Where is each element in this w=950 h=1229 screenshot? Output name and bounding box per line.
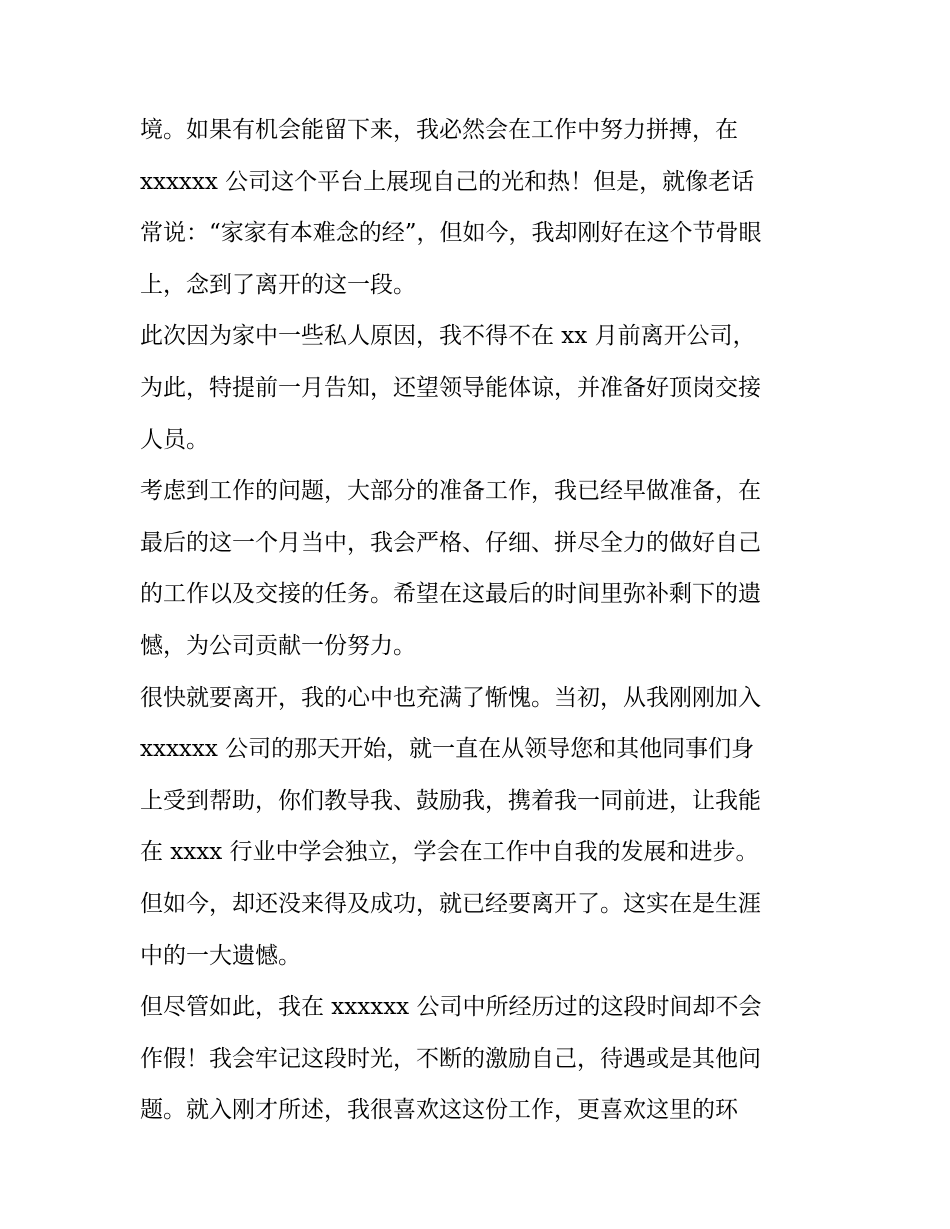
text-line: 此次因为家中一些私人原因，我不得不在 xx 月前离开公司， [140,323,756,350]
text-line: 憾，为公司贡献一份努力。 [140,632,416,659]
text-line: 但尽管如此，我在 xxxxxx 公司中所经历过的这段时间却不会 [140,994,762,1021]
document-body [140,105,815,1137]
text-line: 很快就要离开，我的心中也充满了惭愧。当初，从我刚刚加入 [140,684,761,711]
text-line: 为此，特提前一月告知，还望领导能体谅，并准备好顶岗交接 [140,374,761,401]
text-line: 作假！我会牢记这段时光，不断的激励自己，待遇或是其他问 [140,1045,761,1072]
text-line: 上，念到了离开的这一段。 [140,271,416,298]
text-line: 境。如果有机会能留下来，我必然会在工作中努力拼搏，在 [140,117,738,143]
text-line: xxxxxx 公司的那天开始，就一直在从领导您和其他同事们身 [140,736,755,763]
text-line: 在 xxxx 行业中学会独立，学会在工作中自我的发展和进步。 [140,839,759,866]
text-line: 人员。 [140,426,209,453]
text-line: 上受到帮助，你们教导我、鼓励我，携着我一同前进，让我能 [140,787,761,814]
text-line: 但如今，却还没来得及成功，就已经要离开了。这实在是生涯 [140,890,761,917]
text-line: 常说：“家家有本难念的经”，但如今，我却刚好在这个节骨眼 [140,220,762,247]
text-line: 的工作以及交接的任务。希望在这最后的时间里弥补剩下的遗 [140,581,761,608]
text-line: xxxxxx 公司这个平台上展现自己的光和热！但是，就像老话 [140,168,755,195]
text-line: 题。就入刚才所述，我很喜欢这这份工作，更喜欢这里的环 [140,1097,738,1124]
text-line: 考虑到工作的问题，大部分的准备工作，我已经早做准备，在 [140,478,761,505]
text-line: 最后的这一个月当中，我会严格、仔细、拼尽全力的做好自己 [140,529,761,556]
text-line: 中的一大遗憾。 [140,942,301,969]
